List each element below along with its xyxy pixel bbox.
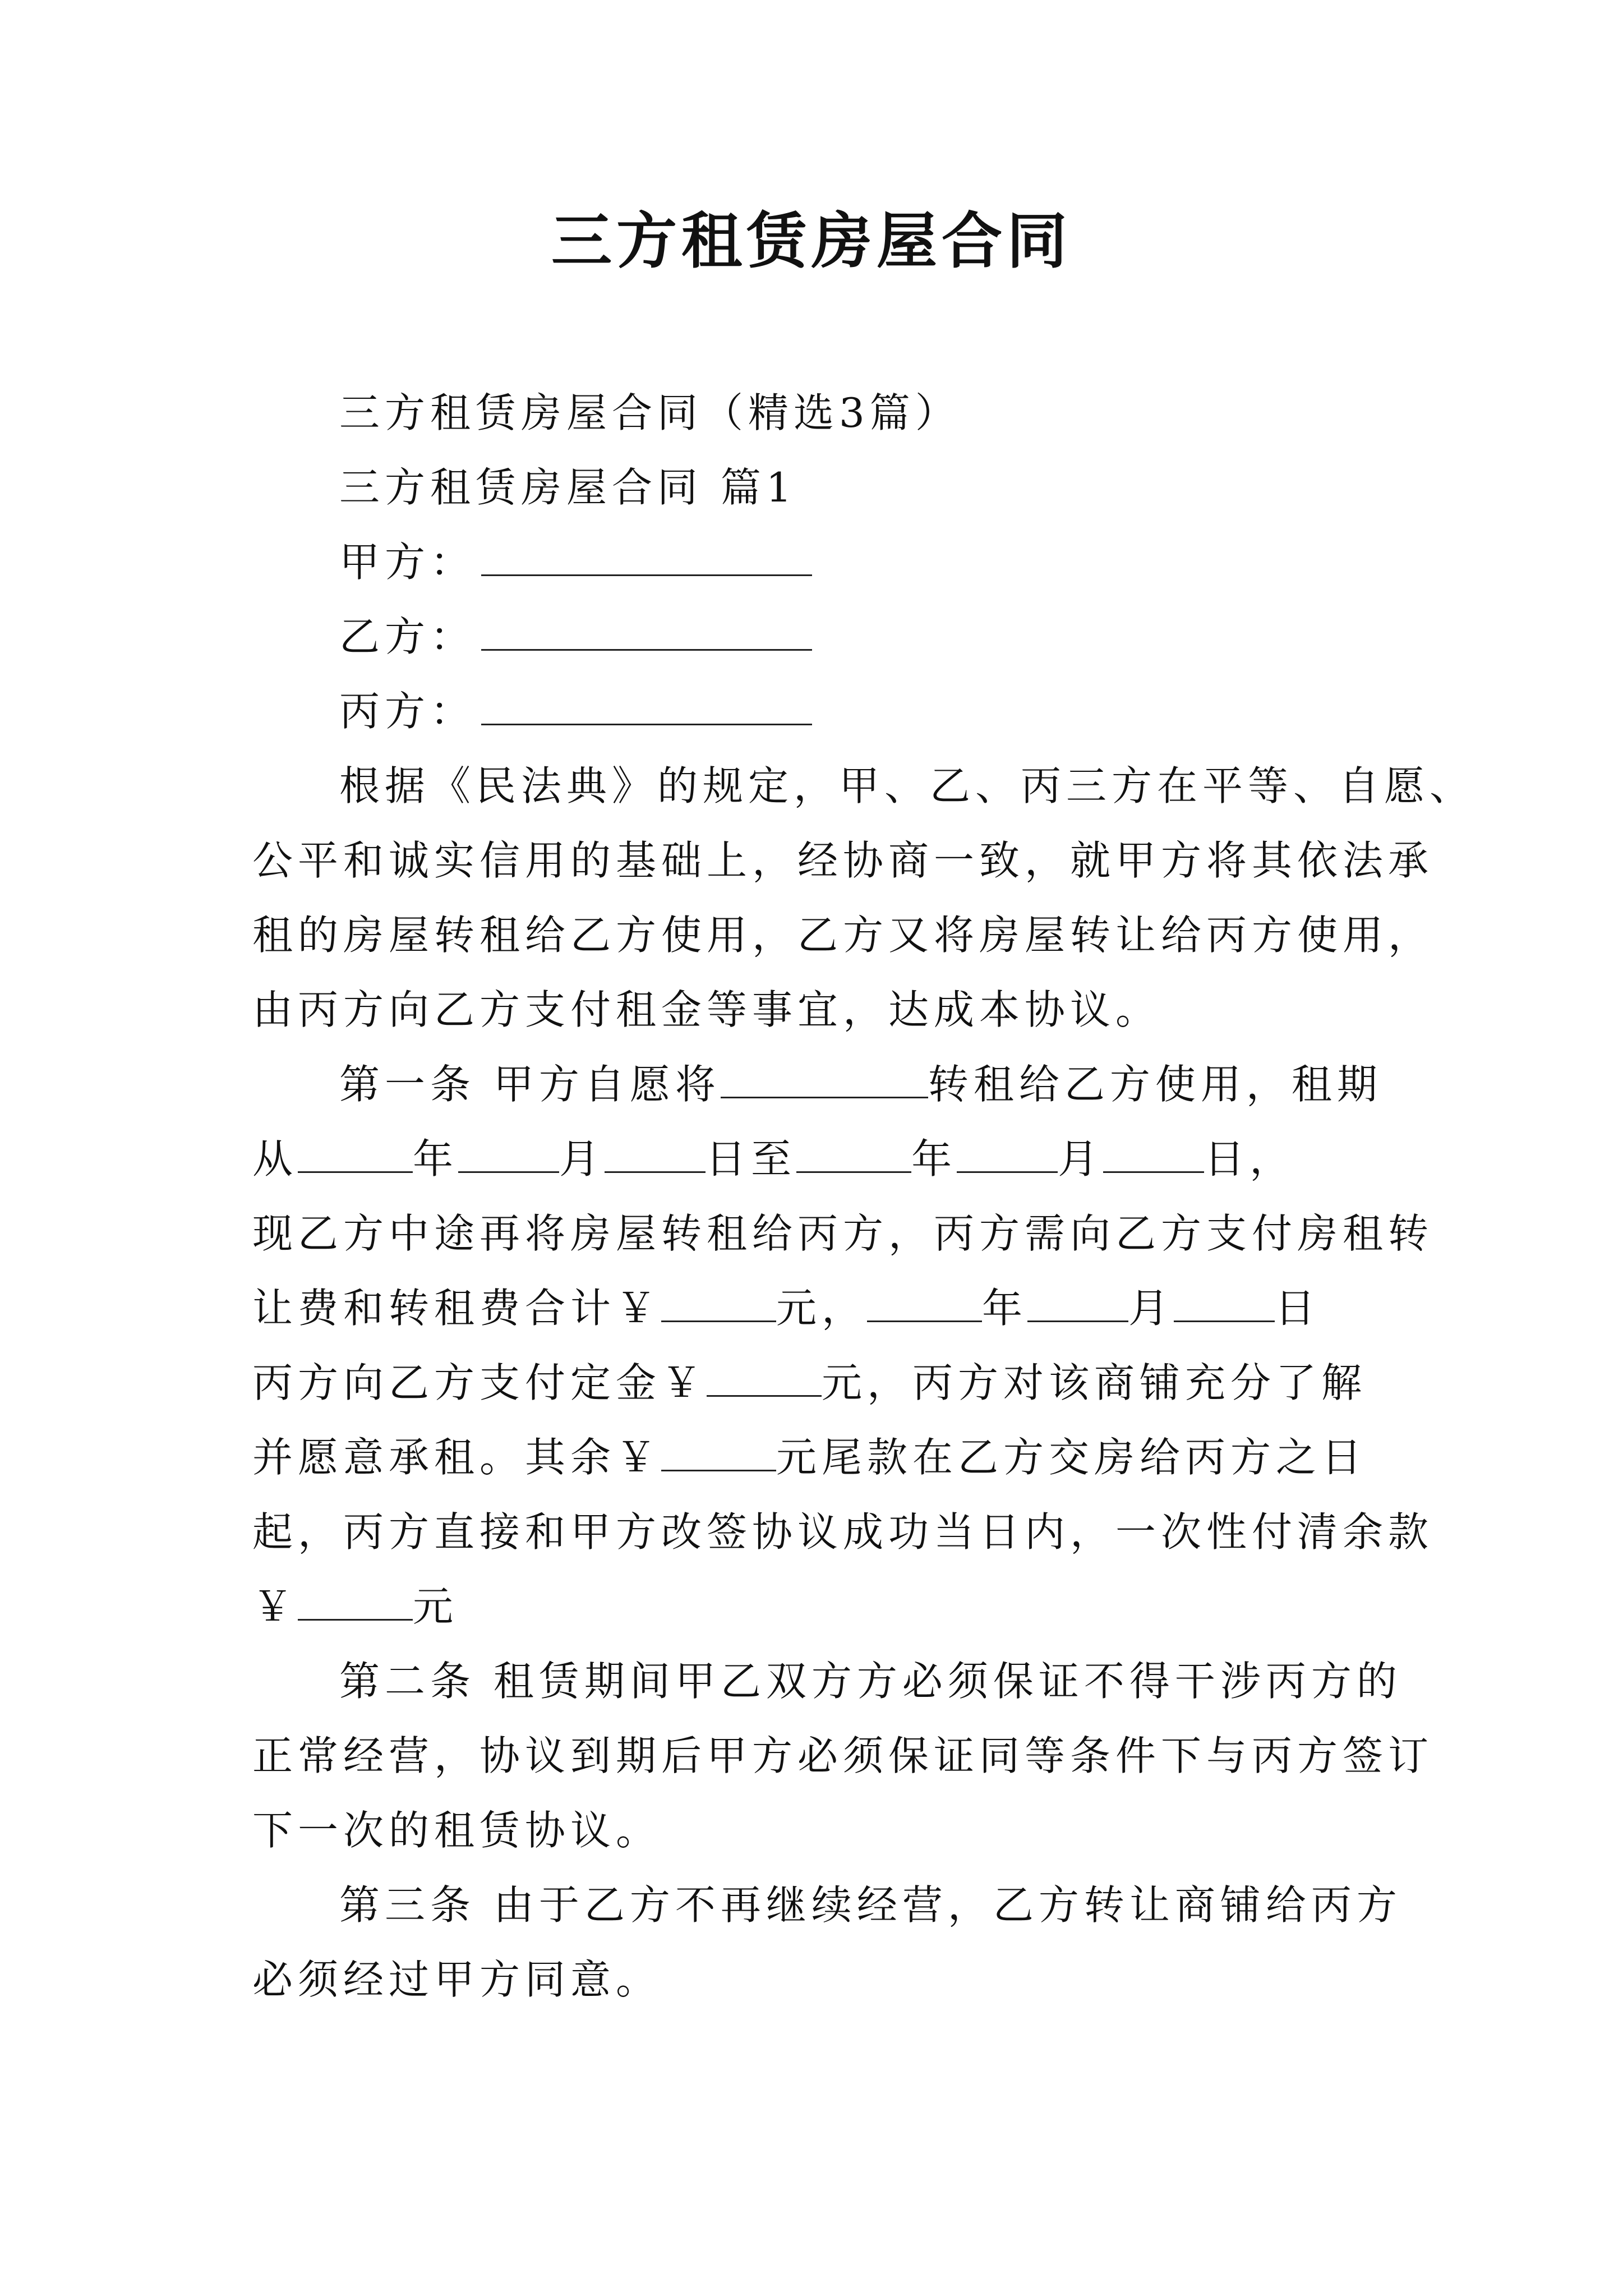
total-fee-blank <box>661 1286 776 1322</box>
party-a-label: 甲方： <box>339 539 476 586</box>
party-a-blank <box>481 540 812 576</box>
article1-text: 元尾款在乙方交房给丙方之日 <box>776 1434 1367 1481</box>
year-label: 年 <box>911 1135 957 1182</box>
deposit-year-blank <box>867 1286 982 1322</box>
party-b-line <box>252 600 1385 674</box>
article1-line-5 <box>252 1346 1385 1420</box>
deposit-amount-blank <box>707 1360 822 1397</box>
year-label: 年 <box>982 1285 1028 1332</box>
start-year-blank <box>298 1137 413 1173</box>
article2-line-2: 正常经营，协议到期后甲方必须保证同等条件下与丙方签订 <box>252 1732 1434 1779</box>
article1-text: 让费和转租费合计￥ <box>252 1285 662 1332</box>
end-day-blank <box>1103 1137 1204 1173</box>
day-label: 日， <box>1204 1135 1295 1182</box>
premises-blank <box>721 1062 928 1098</box>
intro-line-2: 公平和诚实信用的基础上，经协商一致，就甲方将其依法承 <box>252 837 1434 884</box>
document-title: 三方租赁房屋合同 <box>551 206 1072 277</box>
article1-text: 元 <box>413 1583 459 1630</box>
month-label: 月 <box>1128 1285 1174 1332</box>
intro-line-4: 由丙方向乙方支付租金等事宜，达成本协议。 <box>252 986 1161 1033</box>
article1-text: 转租给乙方使用，租期 <box>928 1061 1382 1108</box>
intro-line-3: 租的房屋转租给乙方使用，乙方又将房屋转让给丙方使用， <box>252 912 1434 959</box>
balance-amount-blank <box>661 1435 776 1471</box>
article1-text: 元， <box>776 1285 868 1332</box>
document-subtitle: 三方租赁房屋合同（精选3篇） <box>339 389 961 436</box>
year-label: 年 <box>413 1135 459 1182</box>
article1-text: 丙方向乙方支付定金￥ <box>252 1359 707 1406</box>
article1-line-3: 现乙方中途再将房屋转租给丙方，丙方需向乙方支付房租转 <box>252 1210 1434 1257</box>
deposit-month-blank <box>1027 1286 1128 1322</box>
party-a-line <box>252 525 1385 600</box>
day-label: 日 <box>1275 1285 1321 1332</box>
intro-line-1: 根据《民法典》的规定，甲、乙、丙三方在平等、自愿、 <box>339 762 1476 809</box>
article1-line-7: 起，丙方直接和甲方改签协议成功当日内，一次性付清余款 <box>252 1508 1434 1556</box>
article1-line-4 <box>252 1271 1385 1346</box>
end-month-blank <box>957 1137 1058 1173</box>
month-label: 月 <box>559 1135 605 1182</box>
article1-text: ￥ <box>252 1583 298 1630</box>
article2-line-3: 下一次的租赁协议。 <box>252 1807 662 1854</box>
month-label: 月 <box>1058 1135 1104 1182</box>
article3-line-2: 必须经过甲方同意。 <box>252 1956 662 2003</box>
document-body <box>252 376 1476 2017</box>
article1-text: 并愿意承租。其余￥ <box>252 1434 662 1481</box>
section-heading: 三方租赁房屋合同 篇1 <box>339 464 797 511</box>
article1-text: 元，丙方对该商铺充分了解 <box>822 1359 1367 1406</box>
remaining-amount-blank <box>298 1584 413 1621</box>
article1-line-1 <box>252 1047 1385 1122</box>
start-day-blank <box>605 1137 706 1173</box>
article1-text: 第一条 甲方自愿将 <box>339 1061 721 1108</box>
party-c-line <box>252 674 1385 749</box>
article2-line-1: 第二条 租赁期间甲乙双方方必须保证不得干涉丙方的 <box>339 1658 1402 1705</box>
party-b-label: 乙方： <box>339 613 476 660</box>
article1-line-8 <box>252 1570 1385 1644</box>
start-month-blank <box>458 1137 559 1173</box>
article1-line-2 <box>252 1122 1385 1197</box>
party-b-blank <box>481 614 812 651</box>
article1-line-6 <box>252 1420 1385 1495</box>
party-c-blank <box>481 689 812 725</box>
party-c-label: 丙方： <box>339 688 476 735</box>
end-year-blank <box>796 1137 911 1173</box>
deposit-day-blank <box>1174 1286 1275 1322</box>
day-to-label: 日至 <box>706 1135 797 1182</box>
article3-line-1: 第三条 由于乙方不再继续经营，乙方转让商铺给丙方 <box>339 1881 1402 1929</box>
article1-text: 从 <box>252 1135 298 1182</box>
